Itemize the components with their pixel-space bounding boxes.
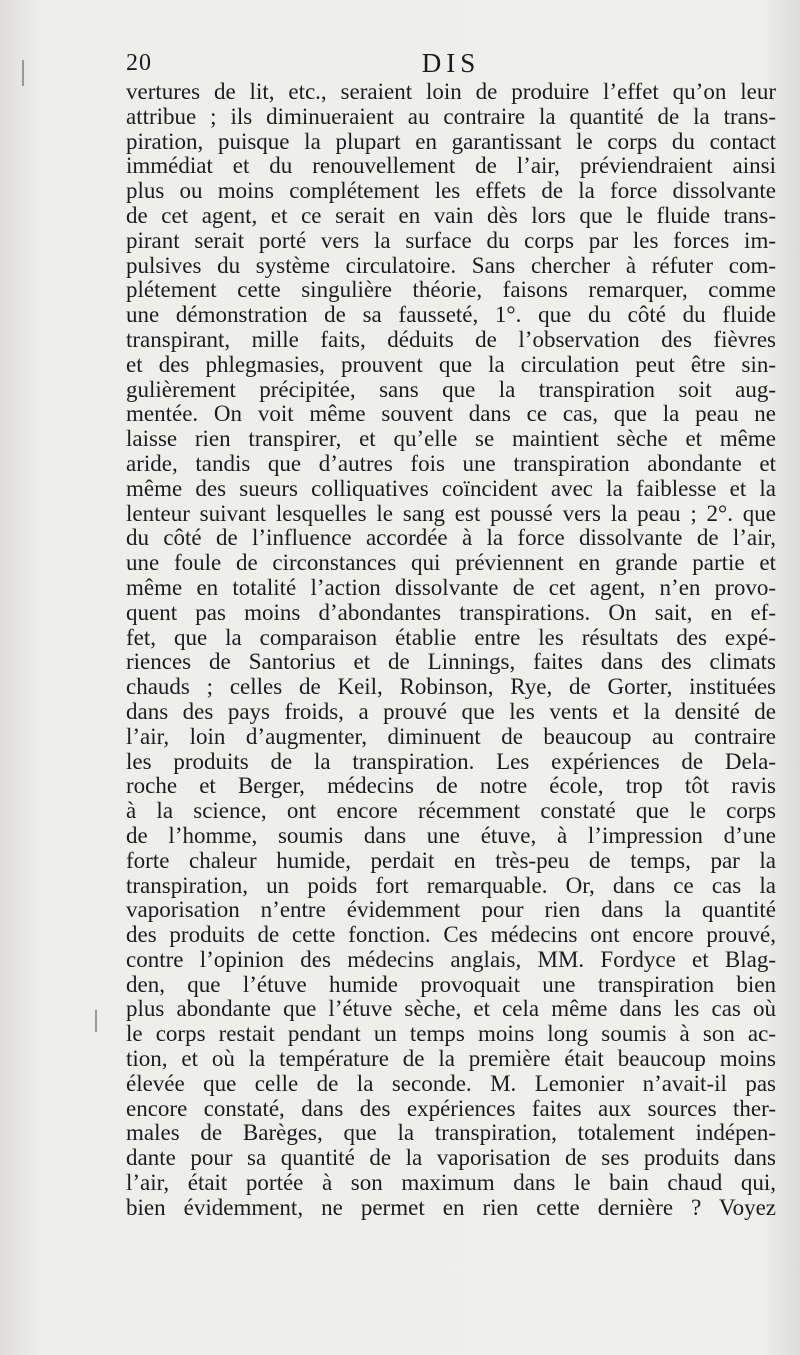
text-line: transpirant, mille faits, déduits de l’observation des fièvres bbox=[126, 326, 776, 352]
text-line: lenteur suivant lesquelles le sang est poussé vers la peau ; 2°. que bbox=[126, 500, 776, 526]
text-line: élevée que celle de la seconde. M. Lemonier n’avait-il pas bbox=[126, 1070, 776, 1096]
text-line: gulièrement précipitée, sans que la transpiration soit aug- bbox=[126, 376, 776, 402]
text-line: une démonstration de sa fausseté, 1°. que du côté du fluide bbox=[126, 302, 776, 328]
text-line: des produits de cette fonction. Ces médecins ont encore prouvé, bbox=[126, 922, 776, 948]
text-line: vaporisation n’entre évidemment pour rien dans la quantité bbox=[126, 897, 776, 923]
text-line: même en totalité l’action dissolvante de cet agent, n’en provo- bbox=[126, 574, 776, 600]
text-line: pirant serait porté vers la surface du corps par les forces im- bbox=[126, 227, 776, 253]
text-line: même des sueurs colliquatives coïncident avec la faiblesse et la bbox=[126, 475, 776, 501]
text-line: transpiration, un poids fort remarquable. Or, dans ce cas la bbox=[126, 872, 776, 898]
text-line: pulsives du système circulatoire. Sans chercher à réfuter com- bbox=[126, 252, 776, 278]
text-line: forte chaleur humide, perdait en très-peu de temps, par la bbox=[126, 847, 776, 873]
text-line: l’air, loin d’augmenter, diminuent de beaucoup au contraire bbox=[126, 723, 776, 749]
text-line: de cet agent, et ce serait en vain dès lors que le fluide trans- bbox=[126, 202, 776, 228]
text-line: du côté de l’influence accordée à la force dissolvante de l’air, bbox=[126, 525, 776, 551]
text-line: le corps restait pendant un temps moins long soumis à son ac- bbox=[126, 1021, 776, 1047]
text-line: chauds ; celles de Keil, Robinson, Rye, de Gorter, instituées bbox=[126, 674, 776, 700]
text-line: quent pas moins d’abondantes transpirations. On sait, en ef- bbox=[126, 599, 776, 625]
text-line: les produits de la transpiration. Les expériences de Dela- bbox=[126, 748, 776, 774]
text-line: bien évidemment, ne permet en rien cette dernière ? Voyez bbox=[126, 1194, 776, 1220]
text-line: riences de Santorius et de Linnings, faites dans des climats bbox=[126, 649, 776, 675]
text-line: piration, puisque la plupart en garantissant le corps du contact bbox=[126, 128, 776, 154]
text-line: à la science, ont encore récemment constaté que le corps bbox=[126, 798, 776, 824]
text-line: l’air, était portée à son maximum dans le bain chaud qui, bbox=[126, 1170, 776, 1196]
text-line: et des phlegmasies, prouvent que la circulation peut être sin- bbox=[126, 351, 776, 377]
margin-mark bbox=[22, 60, 24, 86]
text-line: dans des pays froids, a prouvé que les vents et la densité de bbox=[126, 698, 776, 724]
text-line: roche et Berger, médecins de notre école, trop tôt ravis bbox=[126, 773, 776, 799]
text-line: encore constaté, dans des expériences faites aux sources ther- bbox=[126, 1095, 776, 1121]
running-head: DIS bbox=[421, 48, 481, 78]
text-line: attribue ; ils diminueraient au contraire la quantité de la trans- bbox=[126, 103, 776, 129]
text-line: fet, que la comparaison établie entre les résultats des expé- bbox=[126, 624, 776, 650]
text-line: aride, tandis que d’autres fois une transpiration abondante et bbox=[126, 450, 776, 476]
text-line: tion, et où la température de la première était beaucoup moins bbox=[126, 1046, 776, 1072]
text-line: vertures de lit, etc., seraient loin de produire l’effet qu’on leur bbox=[126, 79, 776, 104]
page-number: 20 bbox=[126, 50, 152, 76]
text-line: den, que l’étuve humide provoquait une transpiration bien bbox=[126, 971, 776, 997]
body-text bbox=[126, 80, 776, 1221]
text-line: plétement cette singulière théorie, faisons remarquer, comme bbox=[126, 277, 776, 303]
text-line: immédiat et du renouvellement de l’air, préviendraient ainsi bbox=[126, 153, 776, 179]
text-line: de l’homme, soumis dans une étuve, à l’impression d’une bbox=[126, 822, 776, 848]
text-line: males de Barèges, que la transpiration, totalement indépen- bbox=[126, 1120, 776, 1146]
margin-mark bbox=[95, 1010, 97, 1032]
text-line: contre l’opinion des médecins anglais, MM. Fordyce et Blag- bbox=[126, 946, 776, 972]
page-header bbox=[126, 48, 776, 80]
text-line: plus abondante que l’étuve sèche, et cela même dans les cas où bbox=[126, 996, 776, 1022]
text-line: laisse rien transpirer, et qu’elle se maintient sèche et même bbox=[126, 426, 776, 452]
text-line: une foule de circonstances qui préviennent en grande partie et bbox=[126, 550, 776, 576]
text-line: mentée. On voit même souvent dans ce cas, que la peau ne bbox=[126, 401, 776, 427]
text-line: dante pour sa quantité de la vaporisation de ses produits dans bbox=[126, 1145, 776, 1171]
text-line: plus ou moins complétement les effets de la force dissolvante bbox=[126, 178, 776, 204]
